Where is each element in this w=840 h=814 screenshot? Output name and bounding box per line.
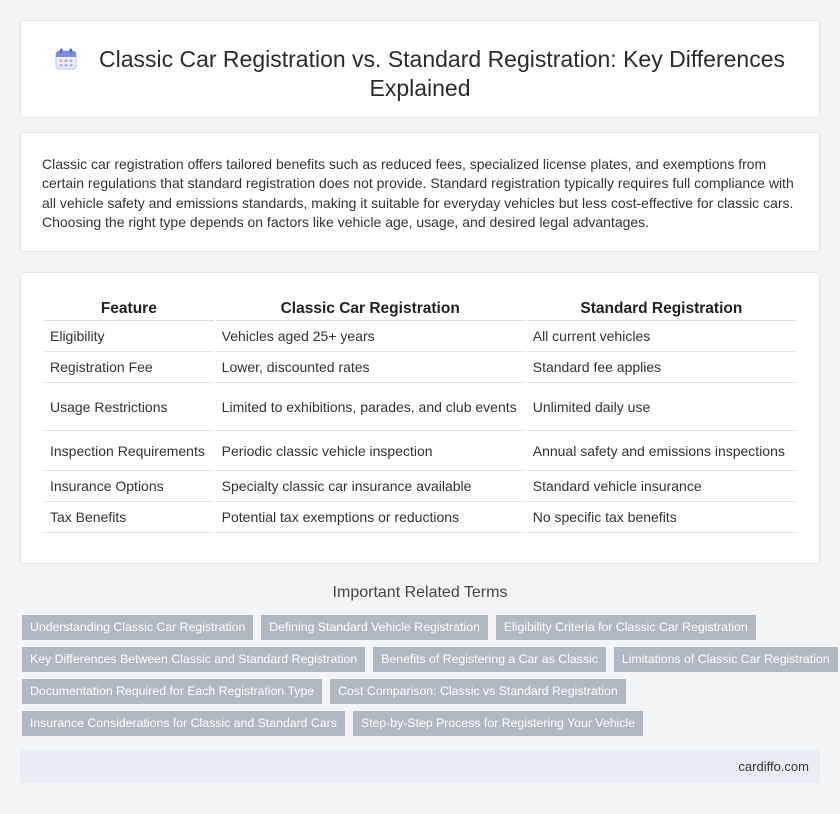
tag-row bbox=[22, 679, 822, 704]
table-row bbox=[44, 352, 796, 383]
related-terms-heading: Important Related Terms bbox=[332, 584, 508, 601]
header-standard: Standard Registration bbox=[527, 295, 796, 321]
related-term-tag[interactable]: Key Differences Between Classic and Standard Registration bbox=[22, 647, 365, 672]
intro-paragraph: Classic car registration offers tailored benefits such as reduced fees, specialized license plates, and exemptions from certain regulations that standard registration does not provide. Standard registration typically requires full compliance with all vehicle safety and emissions standards, making it suitable for everyday vehicles but less cost-effective for classic cars. Choosing the right type depends on factors like vehicle age, usage, and desired legal advantages. bbox=[42, 156, 794, 230]
intro-card bbox=[20, 132, 820, 252]
related-terms-tags bbox=[22, 615, 830, 743]
related-term-tag[interactable]: Eligibility Criteria for Classic Car Registration bbox=[496, 615, 756, 640]
comparison-table-card bbox=[20, 272, 820, 564]
table-row bbox=[44, 471, 796, 502]
footer bbox=[20, 750, 820, 783]
table-row bbox=[44, 321, 796, 352]
tag-row bbox=[22, 615, 822, 640]
related-term-tag[interactable]: Documentation Required for Each Registration Type bbox=[22, 679, 322, 704]
title-card bbox=[20, 20, 820, 118]
table-cell: Annual safety and emissions inspections bbox=[527, 431, 796, 471]
table-header-row bbox=[44, 295, 796, 321]
related-term-tag[interactable]: Limitations of Classic Car Registration bbox=[614, 647, 838, 672]
related-term-tag[interactable]: Step-by-Step Process for Registering Your Vehicle bbox=[353, 711, 643, 736]
table-cell: Tax Benefits bbox=[44, 502, 214, 533]
related-term-tag[interactable]: Insurance Considerations for Classic and Standard Cars bbox=[22, 711, 345, 736]
table-cell: Periodic classic vehicle inspection bbox=[216, 431, 525, 471]
page-title bbox=[41, 45, 799, 103]
related-term-tag[interactable]: Understanding Classic Car Registration bbox=[22, 615, 253, 640]
table-cell: Insurance Options bbox=[44, 471, 214, 502]
related-term-tag[interactable]: Cost Comparison: Classic vs Standard Registration bbox=[330, 679, 626, 704]
calendar-icon bbox=[55, 48, 77, 70]
tag-row bbox=[22, 647, 830, 672]
table-cell: Usage Restrictions bbox=[44, 383, 214, 431]
table-cell: Standard vehicle insurance bbox=[527, 471, 796, 502]
page-title-text: Classic Car Registration vs. Standard Registration: Key Differences Explained bbox=[98, 46, 786, 101]
table-cell: No specific tax benefits bbox=[527, 502, 796, 533]
table-cell: Registration Fee bbox=[44, 352, 214, 383]
header-classic: Classic Car Registration bbox=[216, 295, 525, 321]
header-feature: Feature bbox=[44, 295, 214, 321]
title-wrap bbox=[21, 45, 819, 103]
table-cell: Lower, discounted rates bbox=[216, 352, 525, 383]
table-row bbox=[44, 431, 796, 471]
table-cell: All current vehicles bbox=[527, 321, 796, 352]
table-cell: Potential tax exemptions or reductions bbox=[216, 502, 525, 533]
comparison-table bbox=[42, 295, 798, 533]
tag-row bbox=[22, 711, 822, 736]
table-cell: Unlimited daily use bbox=[527, 383, 796, 431]
table-cell: Vehicles aged 25+ years bbox=[216, 321, 525, 352]
related-term-tag[interactable]: Defining Standard Vehicle Registration bbox=[261, 615, 488, 640]
table-row bbox=[44, 383, 796, 431]
table-cell: Specialty classic car insurance available bbox=[216, 471, 525, 502]
table-row bbox=[44, 502, 796, 533]
footer-site-link[interactable]: cardiffo.com bbox=[738, 759, 809, 774]
table-cell: Standard fee applies bbox=[527, 352, 796, 383]
table-cell: Limited to exhibitions, parades, and club events bbox=[216, 383, 525, 431]
table-cell: Inspection Requirements bbox=[44, 431, 214, 471]
table-cell: Eligibility bbox=[44, 321, 214, 352]
related-term-tag[interactable]: Benefits of Registering a Car as Classic bbox=[373, 647, 606, 672]
